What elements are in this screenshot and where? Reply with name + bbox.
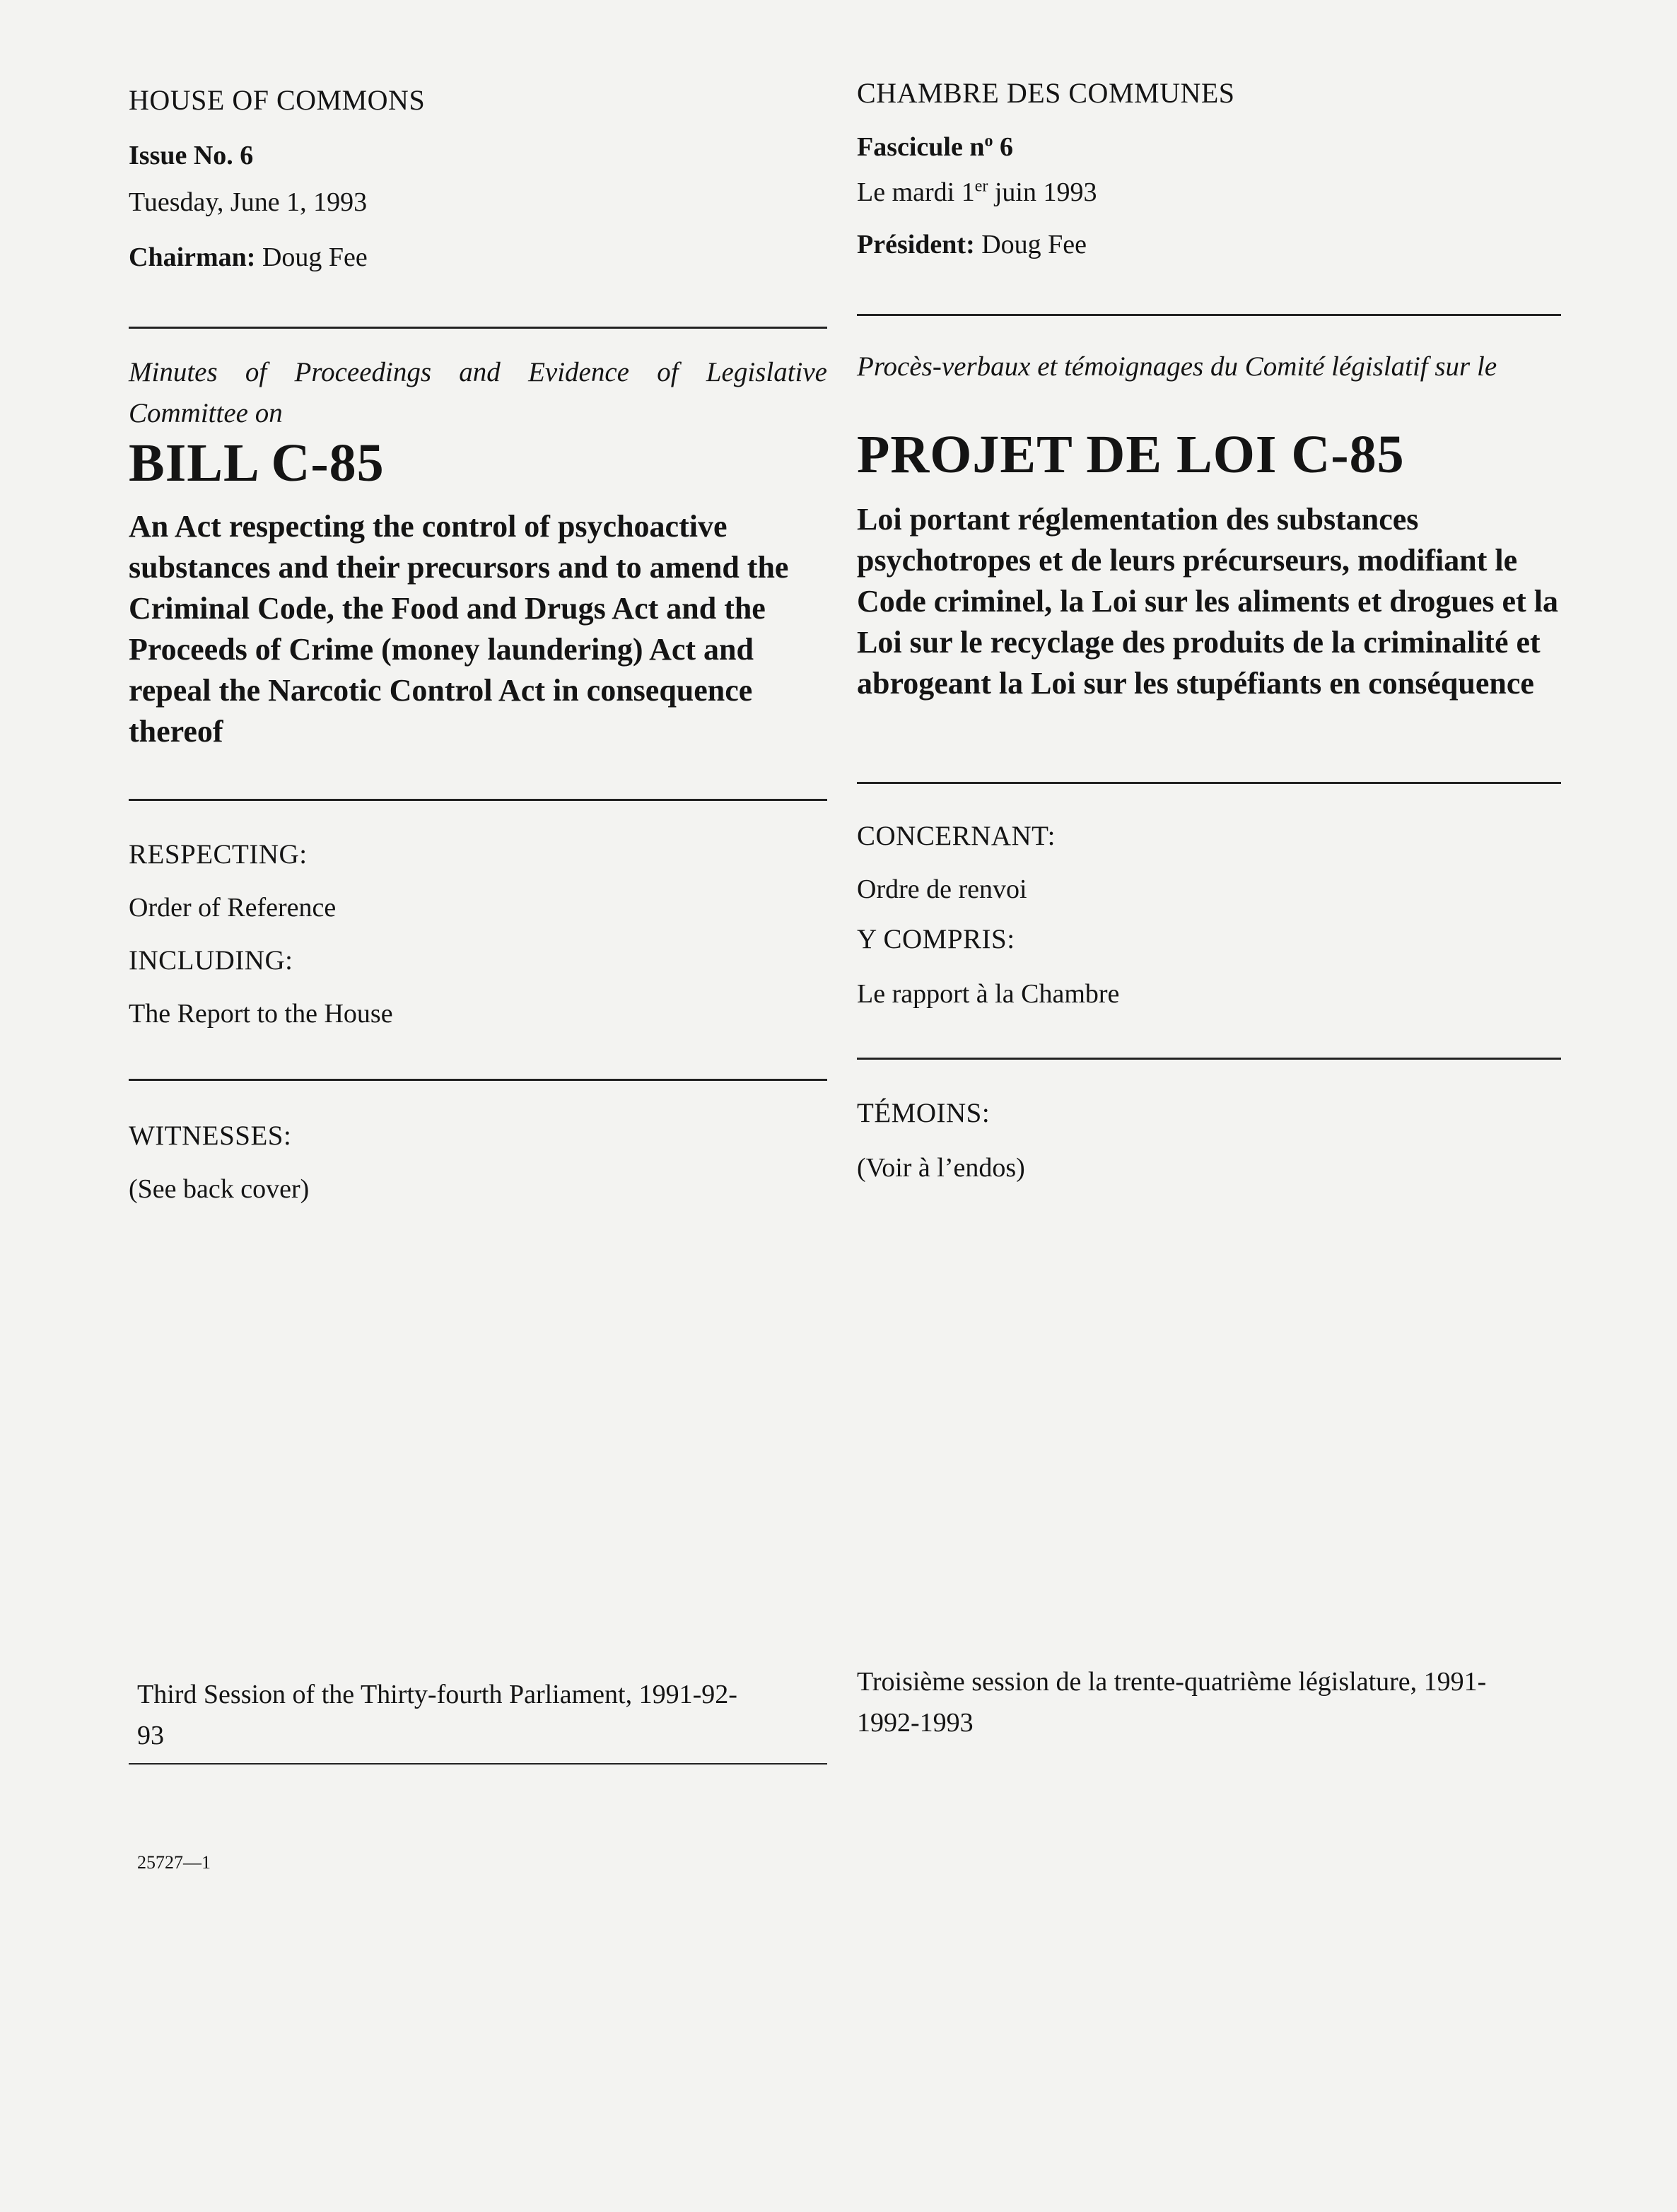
issue-date xyxy=(857,177,1097,208)
chairman-name: Doug Fee xyxy=(981,230,1087,259)
house-heading: HOUSE OF COMMONS xyxy=(129,84,426,116)
including-label: INCLUDING: xyxy=(129,945,293,976)
divider-rule xyxy=(857,782,1561,784)
session-text: Troisième session de la trente-quatrième législature, 1991-1992-1993 xyxy=(857,1667,1487,1738)
issue-date: Tuesday, June 1, 1993 xyxy=(129,187,368,217)
divider-rule xyxy=(129,1763,827,1765)
issue-superscript: o xyxy=(984,131,993,151)
chairman-name: Doug Fee xyxy=(262,242,368,272)
including-item: Le rapport à la Chambre xyxy=(857,979,1120,1009)
minutes-title: Procès-verbaux et témoignages du Comité législatif sur le xyxy=(857,351,1497,382)
date-suffix: juin 1993 xyxy=(988,177,1097,207)
issue-number: Issue No. 6 xyxy=(129,141,254,170)
print-code: 25727—1 xyxy=(137,1852,211,1873)
divider-rule xyxy=(129,799,827,801)
chairman-line xyxy=(129,242,368,273)
issue-prefix: Fascicule n xyxy=(857,132,985,162)
divider-rule xyxy=(129,327,827,329)
witnesses-item: (See back cover) xyxy=(129,1174,310,1204)
house-heading: CHAMBRE DES COMMUNES xyxy=(857,77,1235,109)
respecting-label: RESPECTING: xyxy=(129,839,308,870)
chairman-line xyxy=(857,229,1087,260)
including-item: The Report to the House xyxy=(129,999,393,1029)
minutes-title: Minutes of Proceedings and Evidence of Legislative Committee on xyxy=(129,357,827,428)
date-prefix: Le mardi 1 xyxy=(857,177,975,207)
issue-num: 6 xyxy=(993,132,1013,162)
respecting-item: Order of Reference xyxy=(129,893,337,923)
divider-rule xyxy=(857,314,1561,316)
witnesses-label: WITNESSES: xyxy=(129,1120,292,1151)
respecting-item: Ordre de renvoi xyxy=(857,874,1027,904)
respecting-label: CONCERNANT: xyxy=(857,821,1056,851)
bill-title: BILL C-85 xyxy=(129,433,385,493)
act-title: An Act respecting the control of psychoactive substances and their precursors and to amend the Criminal Code, the Food and Drugs Act and the Proceeds of Crime (money laundering) Act and repeal the Narcotic Control Act in consequence thereof xyxy=(129,509,789,749)
including-label: Y COMPRIS: xyxy=(857,924,1015,954)
divider-rule xyxy=(857,1058,1561,1060)
divider-rule xyxy=(129,1079,827,1081)
date-superscript: er xyxy=(974,177,988,196)
chairman-label: Chairman: xyxy=(129,242,256,272)
session-text: Third Session of the Thirty-fourth Parliament, 1991-92-93 xyxy=(137,1680,737,1750)
chairman-label: Président: xyxy=(857,230,975,259)
act-title: Loi portant réglementation des substances psychotropes et de leurs précurseurs, modifiant le Code criminel, la Loi sur les aliments et drogues et la Loi sur le recyclage des produits de la criminalité et abrogeant la Loi sur les stupéfiants en conséquence xyxy=(857,502,1558,701)
witnesses-label: TÉMOINS: xyxy=(857,1098,991,1128)
issue-number xyxy=(857,131,1013,163)
witnesses-item: (Voir à l’endos) xyxy=(857,1153,1025,1183)
bill-title: PROJET DE LOI C-85 xyxy=(857,425,1405,484)
